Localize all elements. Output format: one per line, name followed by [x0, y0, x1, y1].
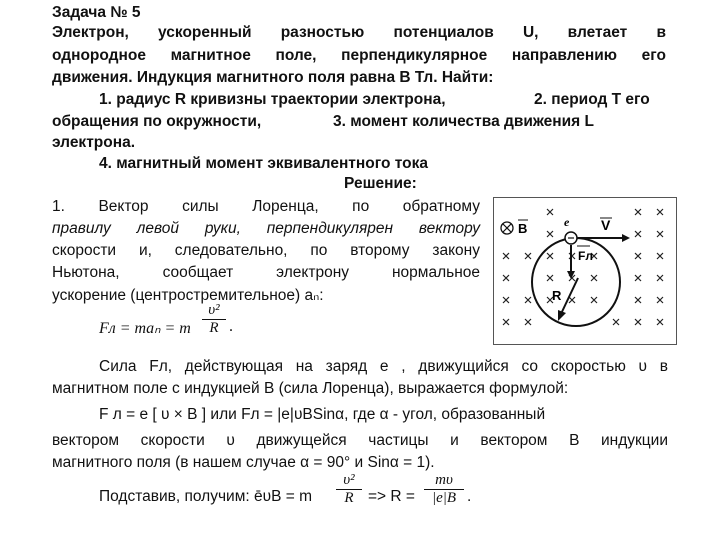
- solution-heading: Решение:: [344, 175, 417, 192]
- field-cross-icon: [635, 253, 641, 259]
- field-cross-icon: [591, 275, 597, 281]
- formula-1-denominator: R: [209, 320, 219, 336]
- field-cross-icon: [525, 253, 531, 259]
- field-cross-icon: [657, 297, 663, 303]
- field-cross-icon: [635, 209, 641, 215]
- task-line-3: движения. Индукция магнитного поля равна B Тл. Найти:: [52, 69, 494, 86]
- task-line-1: Электрон, ускоренный разностью потенциалов U, влетает в: [52, 24, 666, 41]
- task-item-1: 1. радиус R кривизны траектории электрона,: [99, 91, 446, 108]
- task-title: Задача № 5: [52, 4, 141, 21]
- final-fraction-2-denominator: |e|B: [431, 490, 457, 506]
- formula-1-left: Fл = maₙ = m: [99, 320, 191, 337]
- solution-p1-line1: 1. Вектор силы Лоренца, по обратному: [52, 198, 480, 215]
- formula-1-period: .: [229, 318, 233, 335]
- final-fraction-1-denominator: R: [344, 490, 354, 506]
- solution-p2-line1: Сила Fл, действующая на заряд e , движущийся со скоростью υ в: [99, 358, 668, 375]
- field-cross-icon: [503, 297, 509, 303]
- field-cross-icon: [525, 297, 531, 303]
- solution-p2-line2: магнитном поле с индукцией B (сила Лоренца), выражается формулой:: [52, 380, 569, 397]
- field-cross-icon: [613, 319, 619, 325]
- solution-p3-line1: вектором скорости υ движущейся частицы и вектором B индукции: [52, 432, 668, 449]
- final-formula-mid: => R =: [368, 488, 415, 505]
- field-cross-icon: [525, 319, 531, 325]
- radius-label: R: [552, 288, 562, 303]
- field-cross-icon: [635, 319, 641, 325]
- field-cross-icon: [635, 231, 641, 237]
- task-item-4: 4. магнитный момент эквивалентного тока: [99, 155, 428, 172]
- field-cross-icon: [635, 297, 641, 303]
- field-cross-icon: [657, 231, 663, 237]
- electron-label: e: [564, 215, 570, 229]
- field-cross-icon: [547, 231, 553, 237]
- field-cross-icon: [635, 275, 641, 281]
- formula-1-numerator: υ²: [202, 302, 226, 320]
- formula-1-fraction: [202, 302, 226, 337]
- task-item-2: 2. период T его: [534, 91, 650, 108]
- field-cross-icon: [503, 253, 509, 259]
- field-cross-icon: [657, 253, 663, 259]
- final-fraction-1: [336, 472, 362, 507]
- field-cross-icon: [503, 275, 509, 281]
- velocity-label: V: [601, 217, 611, 233]
- trajectory-diagram: [494, 198, 676, 344]
- field-cross-icon: [547, 275, 553, 281]
- final-formula-left: Подставив, получим: ēυB = m: [99, 488, 312, 505]
- task-item-3: 3. момент количества движения L: [333, 113, 595, 130]
- field-cross-icon: [547, 253, 553, 259]
- solution-p1-line3: скорости и, следовательно, по второму закону: [52, 242, 480, 259]
- field-cross-icon: [657, 319, 663, 325]
- field-cross-icon: [657, 275, 663, 281]
- solution-p3-line2: магнитного поля (в нашем случае α = 90° и Sinα = 1).: [52, 454, 435, 471]
- solution-p1-line5: ускорение (центростремительное) aₙ:: [52, 287, 324, 304]
- force-arrow-icon: [567, 271, 575, 279]
- b-field-label: B: [518, 221, 528, 236]
- formula-2: F л = e [ υ × B ] или Fл = |e|υBSinα, где α - угол, образованный: [99, 406, 546, 423]
- final-formula-period: .: [467, 488, 472, 505]
- velocity-arrow-icon: [622, 234, 630, 242]
- field-cross-icon: [591, 297, 597, 303]
- final-fraction-1-numerator: υ²: [336, 472, 362, 490]
- field-cross-icon: [657, 209, 663, 215]
- field-cross-icon: [569, 297, 575, 303]
- field-cross-icon: [547, 209, 553, 215]
- task-item-3-cont: электрона.: [52, 134, 136, 151]
- field-cross-icon: [503, 319, 509, 325]
- radius-arrow-icon: [558, 310, 566, 321]
- final-fraction-2: [424, 472, 464, 507]
- final-fraction-2-numerator: mυ: [424, 472, 464, 490]
- force-label: Fл: [578, 249, 593, 263]
- solution-p1-line4: Ньютона, сообщает электрону нормальное: [52, 264, 480, 281]
- magnetic-field-figure: [493, 197, 677, 345]
- task-line-2: однородное магнитное поле, перпендикулярное направлению его: [52, 47, 666, 64]
- task-item-2-cont: обращения по окружности,: [52, 113, 262, 130]
- solution-p1-line2: правилу левой руки, перпендикулярен вектору: [52, 220, 480, 237]
